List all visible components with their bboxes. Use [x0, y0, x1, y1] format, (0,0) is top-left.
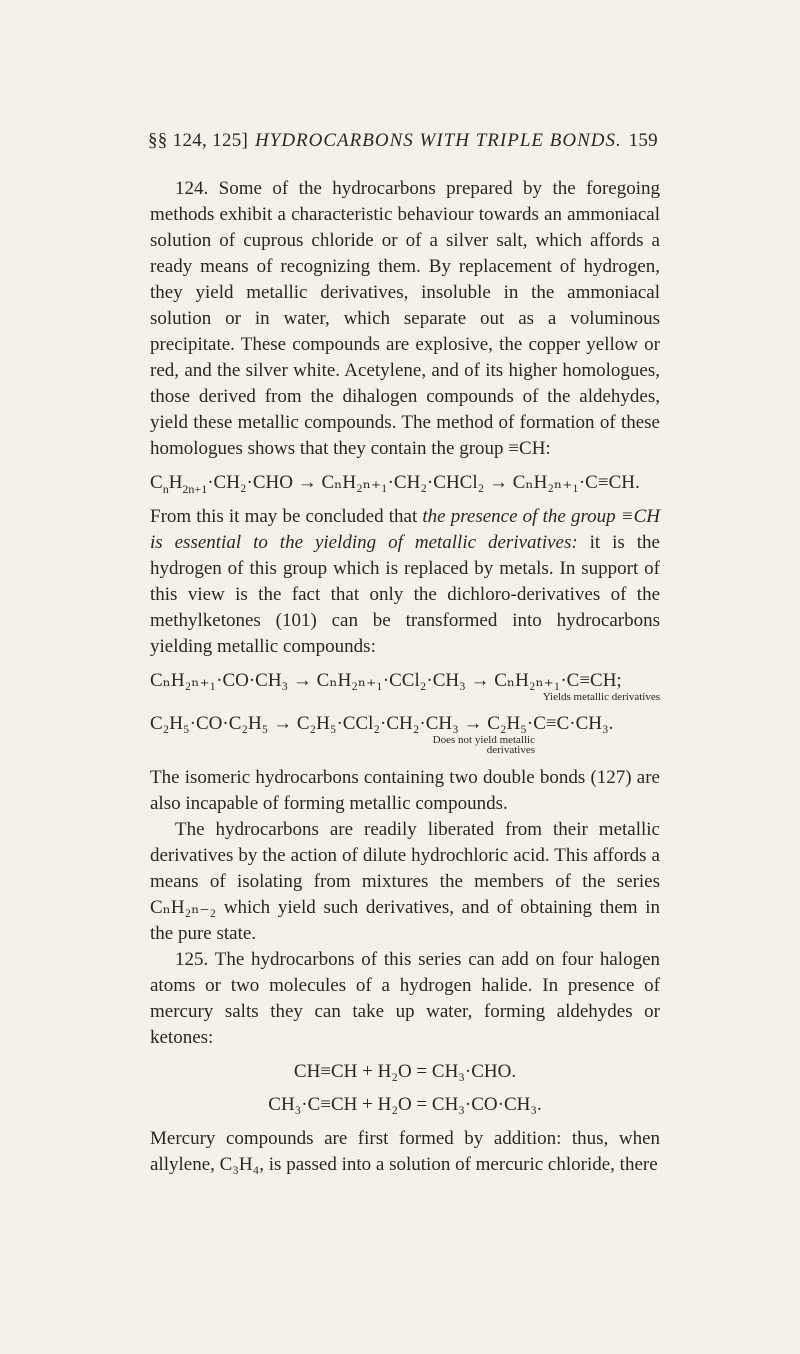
- equation-note: Yields metallic derivatives: [542, 691, 660, 703]
- equation-aldehyde-route: $C_nH_{2n+1}\cdot CH_2\cdot CHO$ → CₙH₂ₙ₊₁·CH₂·CHCl₂ → CₙH₂ₙ₊₁·C≡CH.: [150, 472, 640, 496]
- paragraph-number: 124.: [175, 178, 209, 199]
- paragraph-text: The hydrocarbons of this series can add on four halogen atoms or two molecules of a hydrogen halide. In presence of mercury salts they can take up water, forming aldehydes or ketones:: [150, 949, 660, 1048]
- paragraph-liberation: The hydrocarbons are readily liberated from their metallic derivatives by the action of dilute hydrochloric acid. This affords a means of isolating from mixtures the members of the series CₙH₂ₙ₋₂ which yield such derivatives, and of obtaining them in the pure state.: [150, 819, 660, 944]
- paragraph-124: [150, 176, 660, 462]
- running-title: HYDROCARBONS WITH TRIPLE BONDS.: [255, 130, 622, 151]
- equation-methylketone: CₙH₂ₙ₊₁·CO·CH₃ → CₙH₂ₙ₊₁·CCl₂·CH₃ → CₙH₂ₙ₊₁·C≡CH; Yields metallic derivatives: [150, 670, 660, 703]
- italic-emphasis: the presence of the group ≡CH is essential to the yielding of metallic derivatives:: [150, 506, 660, 553]
- equation-allylene-hydration: CH₃·C≡CH + H₂O = CH₃·CO·CH₃.: [268, 1094, 542, 1115]
- page-number: 159: [628, 130, 658, 151]
- section-reference: §§ 124, 125]: [148, 130, 249, 151]
- paragraph-isomeric: The isomeric hydrocarbons containing two double bonds (127) are also incapable of forming metallic compounds.: [150, 767, 660, 814]
- paragraph-text: Some of the hydrocarbons prepared by the foregoing methods exhibit a characteristic behaviour towards an ammoniacal solution of cuprous chloride or of a silver salt, which affords a ready means of recognizing them. By replacement of hydrogen, they yield metallic derivatives, insoluble in the ammoniacal solution or in water, which separate out as a voluminous precipitate. These compounds are explosive, the copper yellow or red, and the silver white. Acetylene, and of its higher homologues, those derived from the dihalogen compounds of the aldehydes, yield these metallic compounds. The method of formation of these homologues shows that they contain the group ≡CH:: [150, 178, 660, 459]
- equation-diethylketone: C₂H₅·CO·C₂H₅ → C₂H₅·CCl₂·CH₂·CH₃ → C₂H₅·C≡C·CH₃. Does not yield metallic derivatives: [150, 712, 660, 756]
- page-body: [150, 176, 660, 1178]
- running-header: [148, 130, 658, 152]
- equation-acetylene-hydration: CH≡CH + H₂O = CH₃·CHO.: [293, 1061, 517, 1082]
- paragraph-number: 125.: [175, 949, 209, 970]
- paragraph-conclusion: From this it may be concluded that the presence of the group ≡CH is essential to the yielding of metallic derivatives: it is the hydrogen of this group which is replaced by metals. In support of this view is the fact that only the dichloro-derivatives of the methylketones (101) can be transformed into hydrocarbons yielding metallic compounds:: [150, 506, 660, 657]
- equation-note: Does not yield metallic: [432, 734, 535, 746]
- paragraph-125: [150, 947, 660, 1051]
- paragraph-mercury: Mercury compounds are first formed by addition: thus, when allylene, C₃H₄, is passed into a solution of mercuric chloride, there: [150, 1128, 660, 1175]
- equation-note: derivatives: [486, 744, 535, 756]
